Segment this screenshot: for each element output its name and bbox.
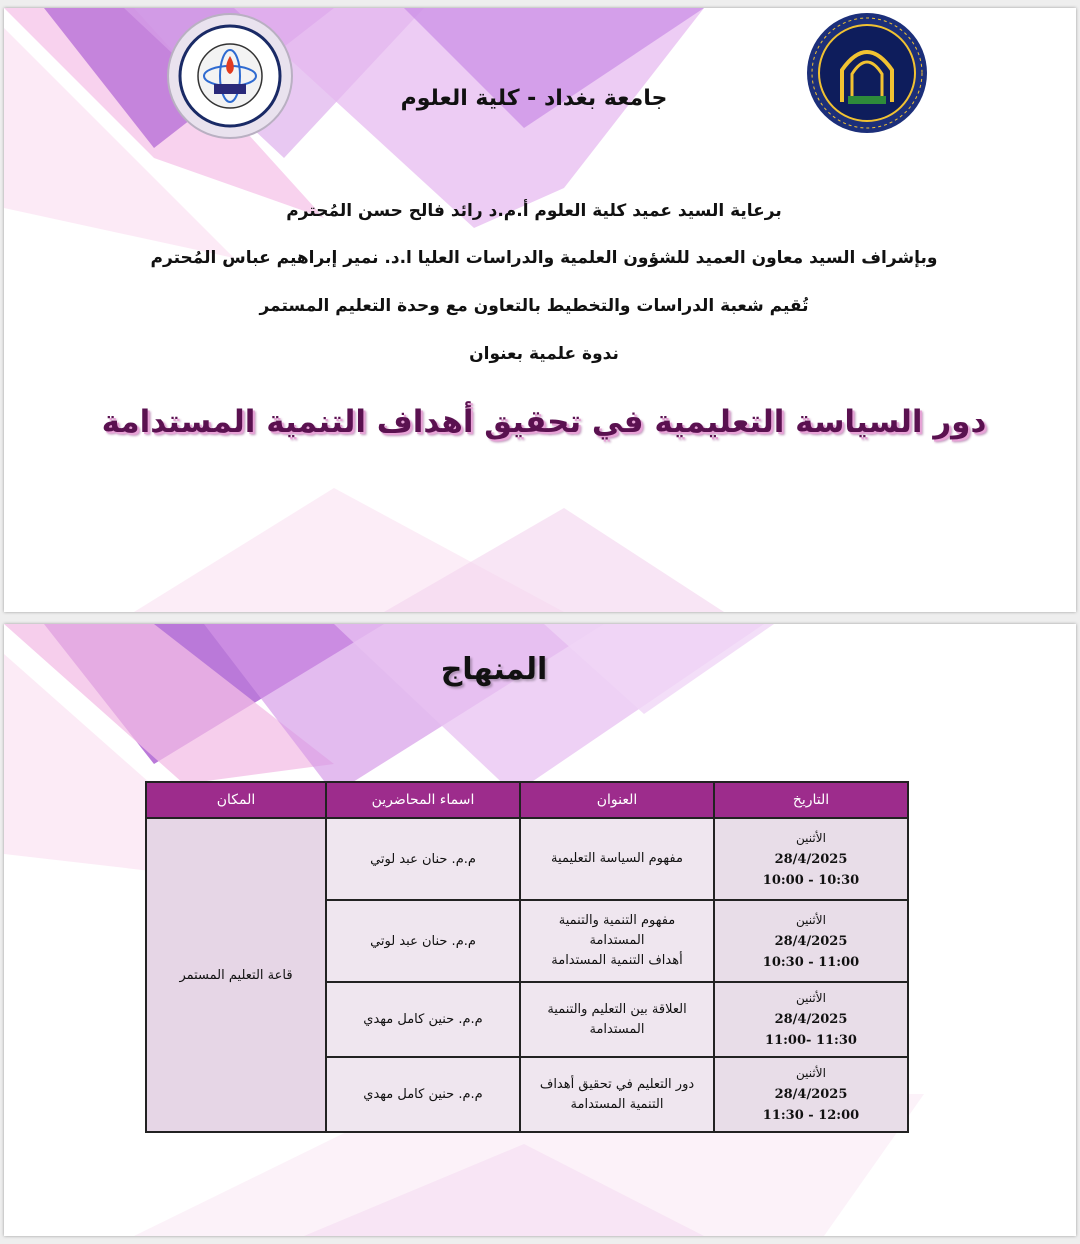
title-line: مفهوم السياسة التعليمية — [551, 851, 683, 866]
title-line: العلاقة بين التعليم والتنمية — [547, 1001, 687, 1017]
table-row — [146, 818, 908, 900]
day-text: الأثنين — [796, 991, 826, 1005]
date-cell — [714, 1057, 908, 1132]
agenda-header-row — [146, 782, 908, 818]
title-line: مفهوم التنمية والتنمية — [558, 913, 676, 928]
date-text: 28/4/2025 — [774, 1012, 848, 1027]
lecturer-cell: م.م. حنين كامل مهدي — [326, 1057, 520, 1132]
date-text: 28/4/2025 — [774, 1087, 848, 1102]
title-line: دور التعليم في تحقيق أهداف — [539, 1076, 695, 1092]
title-cell — [520, 1057, 714, 1132]
date-cell — [714, 982, 908, 1057]
lecturer-cell: م.م. حنان عبد لوتي — [326, 900, 520, 982]
day-text: الأثنين — [796, 912, 826, 927]
column-header-lecturers: اسماء المحاضرين — [326, 782, 520, 818]
title-line: أهداف التنمية المستدامة — [551, 953, 683, 968]
patronage-line: برعاية السيد عميد كلية العلوم أ.م.د رائد فالح حسن المُحترم — [286, 201, 782, 221]
title-line: المستدامة — [589, 933, 645, 948]
college-logo — [166, 12, 294, 140]
date-text: 28/4/2025 — [774, 933, 848, 949]
lecturer-cell: م.م. حنين كامل مهدي — [326, 982, 520, 1057]
title-cell — [520, 900, 714, 982]
agenda-table — [145, 781, 909, 1133]
title-line: التنمية المستدامة — [570, 1096, 664, 1112]
lecturer-cell: م.م. حنان عبد لوتي — [326, 818, 520, 900]
title-line: المستدامة — [589, 1021, 645, 1037]
university-college-line: جامعة بغداد - كلية العلوم — [400, 86, 668, 111]
invitation-page — [4, 8, 1076, 612]
day-text: الأثنين — [796, 830, 826, 845]
seminar-intro: ندوة علمية بعنوان — [469, 344, 619, 364]
column-header-title: العنوان — [520, 782, 714, 818]
time-text: 11:30 -11:00 — [765, 1033, 857, 1048]
seminar-title: دور السياسة التعليمية في تحقيق أهداف التنمية المستدامة — [101, 404, 987, 440]
day-text: الأثنين — [796, 1066, 826, 1080]
time-text: 11:00 - 10:30 — [762, 954, 860, 970]
date-cell — [714, 818, 908, 900]
date-text: 28/4/2025 — [774, 851, 848, 867]
column-header-date: التاريخ — [714, 782, 908, 818]
time-text: 12:00 - 11:30 — [762, 1108, 860, 1123]
organizer-line: تُقيم شعبة الدراسات والتخطيط بالتعاون مع وحدة التعليم المستمر — [259, 296, 809, 316]
place-cell: قاعة التعليم المستمر — [146, 818, 326, 1132]
time-text: 10:30 - 10:00 — [762, 872, 860, 888]
date-cell — [714, 900, 908, 982]
title-cell — [520, 818, 714, 900]
university-logo — [806, 12, 928, 134]
column-header-place: المكان — [146, 782, 326, 818]
agenda-page — [4, 624, 1076, 1236]
supervision-line: وبإشراف السيد معاون العميد للشؤون العلمية والدراسات العليا ا.د. نمير إبراهيم عباس المُحترم — [150, 248, 938, 268]
agenda-title: المنهاج — [440, 652, 548, 687]
title-cell — [520, 982, 714, 1057]
